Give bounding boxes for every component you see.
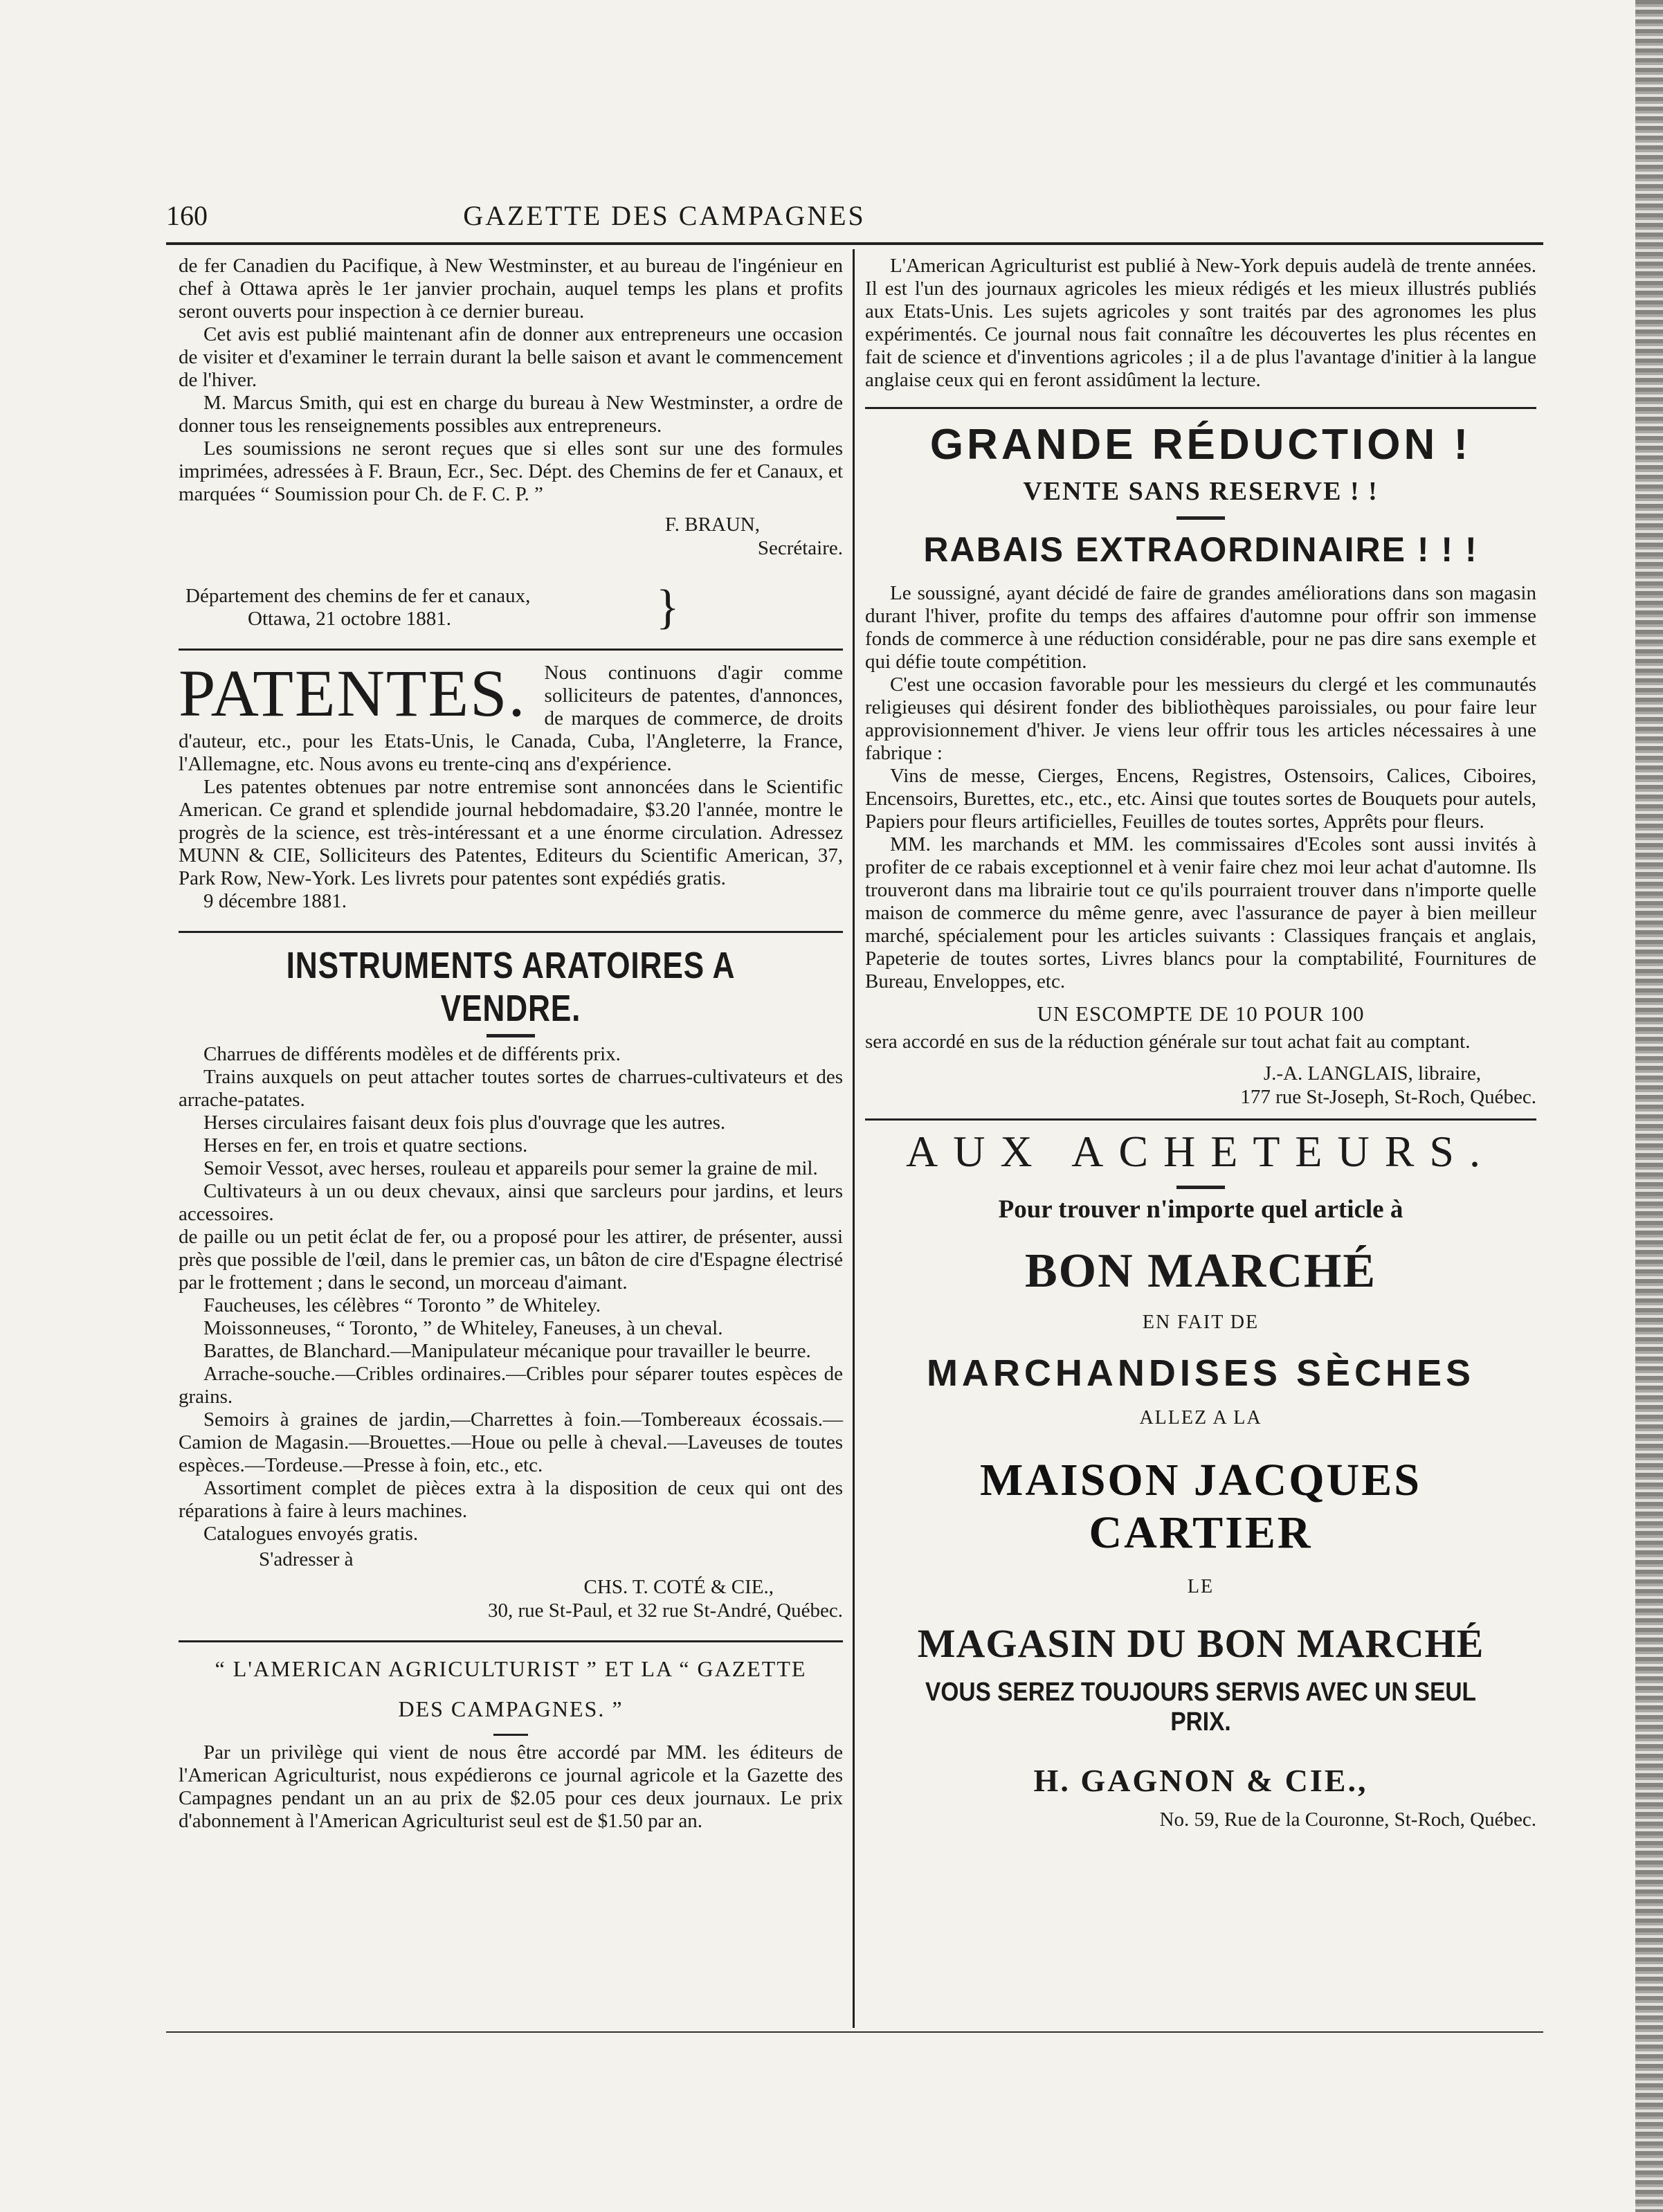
instrument-item: Faucheuses, les célèbres “ Toronto ” de Whiteley. (203, 1294, 601, 1316)
instrument-item: Herses circulaires faisant deux fois plus d'ouvrage que les autres. (203, 1112, 726, 1134)
american-paragraph: Par un privilège qui vient de nous être accordé par MM. les éditeurs de l'American Agriculturist, nous expédierons ce journal agricole et la Gazette des Campagnes pendant un an au prix de $2.05 pour ces deux journaux. Le prix d'abonnement à l'American Agriculturist seul est de $1.50 par an. (179, 1741, 843, 1832)
allez-a-la: ALLEZ A LA (1139, 1407, 1262, 1429)
short-rule (1176, 516, 1225, 520)
gagnon-company: H. GAGNON & CIE., (1033, 1763, 1368, 1798)
instrument-item: Semoirs à graines de jardin,—Charrettes à foin.—Tombereaux écossais.—Camion de Magasin.—Brouettes.—Houe ou pelle à cheval.—Laveuses de toutes espèces.—Tordeuse.—Presse à foin, etc., etc. (179, 1408, 843, 1476)
right-column (865, 255, 1536, 1831)
patentes-date: 9 décembre 1881. (203, 890, 347, 912)
reduction-paragraph: Vins de messe, Cierges, Encens, Registres, Ostensoirs, Calices, Ciboires, Encensoirs, Burettes, etc., etc., etc. Ainsi que toutes sortes de Bouquets pour autels, Papiers pour fleurs artificielles, Feuilles de toutes sortes, Apprêts pour fleurs. (865, 765, 1536, 833)
marchandises-heading: MARCHANDISES SÈCHES (926, 1352, 1475, 1394)
instrument-item: Semoir Vessot, avec herses, rouleau et appareils pour semer la graine de mil. (203, 1157, 818, 1179)
instruments-address: 30, rue St-Paul, et 32 rue St-André, Québec. (487, 1599, 843, 1622)
acheteurs-title: AUX ACHETEURS. (905, 1127, 1496, 1176)
american-title-line: DES CAMPAGNES. ” (398, 1696, 624, 1721)
notice-paragraph: M. Marcus Smith, qui est en charge du bureau à New Westminster, a ordre de donner tous les renseignements possibles aux entrepreneurs. (179, 392, 843, 437)
american-title-line: “ L'AMERICAN AGRICULTURIST ” ET LA “ GAZETTE (215, 1656, 807, 1681)
short-rule (487, 1034, 535, 1037)
page-number: 160 (166, 200, 208, 231)
notice-paragraph: de fer Canadien du Pacifique, à New Westminster, et au bureau de l'ingénieur en chef à Ottawa après le 1er janvier prochain, auquel temps les plans et profits seront ouverts pour inspection à ce dernier bureau. (179, 255, 843, 323)
instrument-item: Assortiment complet de pièces extra à la disposition de ceux qui ont des réparations à faire à leurs machines. (179, 1477, 843, 1522)
department-date: Ottawa, 21 octobre 1881. (248, 608, 451, 630)
section-rule (865, 1118, 1536, 1121)
vous-serez-line: VOUS SEREZ TOUJOURS SERVIS AVEC UN SEUL PRIX. (925, 1678, 1476, 1737)
magasin-heading: MAGASIN DU BON MARCHÉ (917, 1621, 1484, 1666)
notice-department (179, 581, 843, 634)
reduction-title: GRANDE RÉDUCTION ! (929, 421, 1472, 469)
short-rule (1176, 1186, 1225, 1189)
bon-marche-heading: BON MARCHÉ (1024, 1244, 1377, 1298)
instrument-item: Moissonneuses, “ Toronto, ” de Whiteley, Faneuses, à un cheval. (203, 1317, 723, 1339)
reduction-paragraph: sera accordé en sus de la réduction générale sur tout achat fait au comptant. (865, 1031, 1471, 1053)
section-rule (179, 931, 843, 933)
instruments-ad (179, 944, 843, 1622)
notice-signer: F. BRAUN, (664, 514, 760, 536)
left-column (179, 255, 843, 1833)
patentes-title: PATENTES. (179, 656, 527, 730)
short-rule (493, 1734, 528, 1736)
en-fait-de: EN FAIT DE (1142, 1312, 1260, 1333)
le-label: LE (1187, 1576, 1215, 1597)
notice-paragraph: Les soumissions ne seront reçues que si elles sont sur une des formules imprimées, adressées à F. Braun, Ecr., Sec. Dépt. des Chemins de fer et Canaux, et marquées “ Soumission pour Ch. de F. C. P. ” (179, 437, 843, 505)
department-line: Département des chemins de fer et canaux, (185, 585, 531, 607)
address-to: S'adresser à (259, 1548, 354, 1570)
instruments-title: INSTRUMENTS ARATOIRES A VENDRE. (286, 945, 736, 1029)
section-rule (179, 649, 843, 651)
notice-paragraph: Cet avis est publié maintenant afin de donner aux entrepreneurs une occasion de visiter et d'examiner le terrain durant la belle saison et avant le commencement de l'hiver. (179, 323, 843, 391)
acheteurs-ad (865, 1127, 1536, 1831)
escompte-line: UN ESCOMPTE DE 10 POUR 100 (1037, 1001, 1365, 1026)
instrument-item: Catalogues envoyés gratis. (203, 1523, 419, 1545)
instrument-item: Trains auxquels on peut attacher toutes sortes de charrues-cultivateurs et des arrache-patates. (179, 1066, 843, 1111)
patentes-paragraph: Les patentes obtenues par notre entremise sont annoncées dans le Scientific American. Ce grand et splendide journal hebdomadaire, $3.20 l'année, montre le progrès de la science, est très-intéressant et a une énorme circulation. Adressez MUNN & CIE, Solliciteurs des Patentes, Editeurs du Scientific American, 37, Park Row, New-York. Les livrets pour patentes sont expédiés gratis. (179, 776, 843, 889)
maison-jacques-cartier: MAISON JACQUES CARTIER (980, 1455, 1421, 1558)
rabais-title: RABAIS EXTRAORDINAIRE ! ! ! (923, 530, 1478, 569)
american-offer (179, 1653, 843, 1833)
vente-title: VENTE SANS RESERVE ! ! (1023, 477, 1379, 506)
gagnon-address: No. 59, Rue de la Couronne, St-Roch, Québec. (1159, 1808, 1536, 1831)
patentes-ad (179, 656, 843, 913)
header-rule (166, 242, 1543, 245)
instruments-company: CHS. T. COTÉ & CIE., (583, 1576, 774, 1598)
reduction-paragraph: MM. les marchands et MM. les commissaires d'Ecoles sont aussi invités à profiter de ce rabais exceptionnel et à venir faire chez moi leur achat d'automne. Ils trouveront dans ma librairie tout ce qu'ils pourraient trouver dans n'importe quelle maison de commerce du même genre, avec l'assurance de payer à bien meilleur marché, spécialement pour les articles suivants : Classiques français et anglais, Papeterie de toutes sortes, Livres blancs pour la comptabilité, Fournitures de Bureau, Enveloppes, etc. (865, 833, 1536, 992)
misprinted-insert: de paille ou un petit éclat de fer, ou a proposé pour les attirer, de présenter, aussi près que possible de l'œil, dans le premier cas, un bâton de cire d'Espagne électrisé par le frottement ; dans le second, un morceau d'aimant. (179, 1226, 843, 1294)
instrument-item: Charrues de différents modèles et de différents prix. (203, 1043, 621, 1065)
grande-reduction-ad (865, 420, 1536, 1109)
reduction-paragraph: Le soussigné, ayant décidé de faire de grandes améliorations dans son magasin durant l'hiver, profite du temps des affaires d'automne pour offrir son immense fonds de commerce à une réduction considérable, pour ne pas dire sans exemple et qui défie toute compétition. (865, 582, 1536, 673)
brace-glyph: } (656, 581, 680, 634)
bottom-rule (166, 2031, 1543, 2033)
scanned-page-edge (1635, 0, 1663, 2212)
reduction-signer: J.-A. LANGLAIS, libraire, (1263, 1062, 1481, 1085)
notice-signer-title: Secrétaire. (757, 537, 843, 559)
patentes-paragraph: Nous continuons d'agir comme solliciteurs de patentes, d'annonces, de marques de commerce, de droits d'auteur, etc., pour les Etats-Unis, le Canada, Cuba, l'Angleterre, la France, l'Allemagne, etc. Nous avons eu trente-cinq ans d'expérience. (179, 662, 843, 775)
column-separator (853, 249, 855, 2028)
acheteurs-line: Pour trouver n'importe quel article à (998, 1195, 1403, 1224)
railway-notice (179, 255, 843, 634)
section-rule (865, 407, 1536, 409)
instrument-item: Barattes, de Blanchard.—Manipulateur mécanique pour travailler le beurre. (203, 1340, 811, 1362)
american-continued: L'American Agriculturist est publié à New-York depuis audelà de trente années. Il est l'un des journaux agricoles les mieux rédigés et les mieux illustrés publiés aux Etats-Unis. Les sujets agricoles y sont traités par des agronomes les plus expérimentés. Ce journal nous fait connaître les découvertes les plus récentes en fait de science et d'inventions agricoles ; il a de plus l'avantage d'initier à la langue anglaise ceux qui en feront assidûment la lecture. (865, 255, 1536, 391)
reduction-paragraph: C'est une occasion favorable pour les messieurs du clergé et les communautés religieuses qui désirent fonder des bibliothèques paroissiales, ou pour faire leur approvisionnement d'hiver. Je viens leur offrir tous les articles nécessaires à une fabrique : (865, 673, 1536, 764)
page-header (166, 199, 1543, 241)
publication-title: GAZETTE DES CAMPAGNES (463, 200, 866, 231)
instrument-item: Herses en fer, en trois et quatre sections. (203, 1134, 528, 1157)
reduction-address: 177 rue St-Joseph, St-Roch, Québec. (1240, 1086, 1536, 1108)
section-rule (179, 1640, 843, 1642)
instrument-item: Arrache-souche.—Cribles ordinaires.—Cribles pour séparer toutes espèces de grains. (179, 1363, 843, 1408)
instrument-item: Cultivateurs à un ou deux chevaux, ainsi que sarcleurs pour jardins, et leurs accessoires. (179, 1180, 843, 1225)
